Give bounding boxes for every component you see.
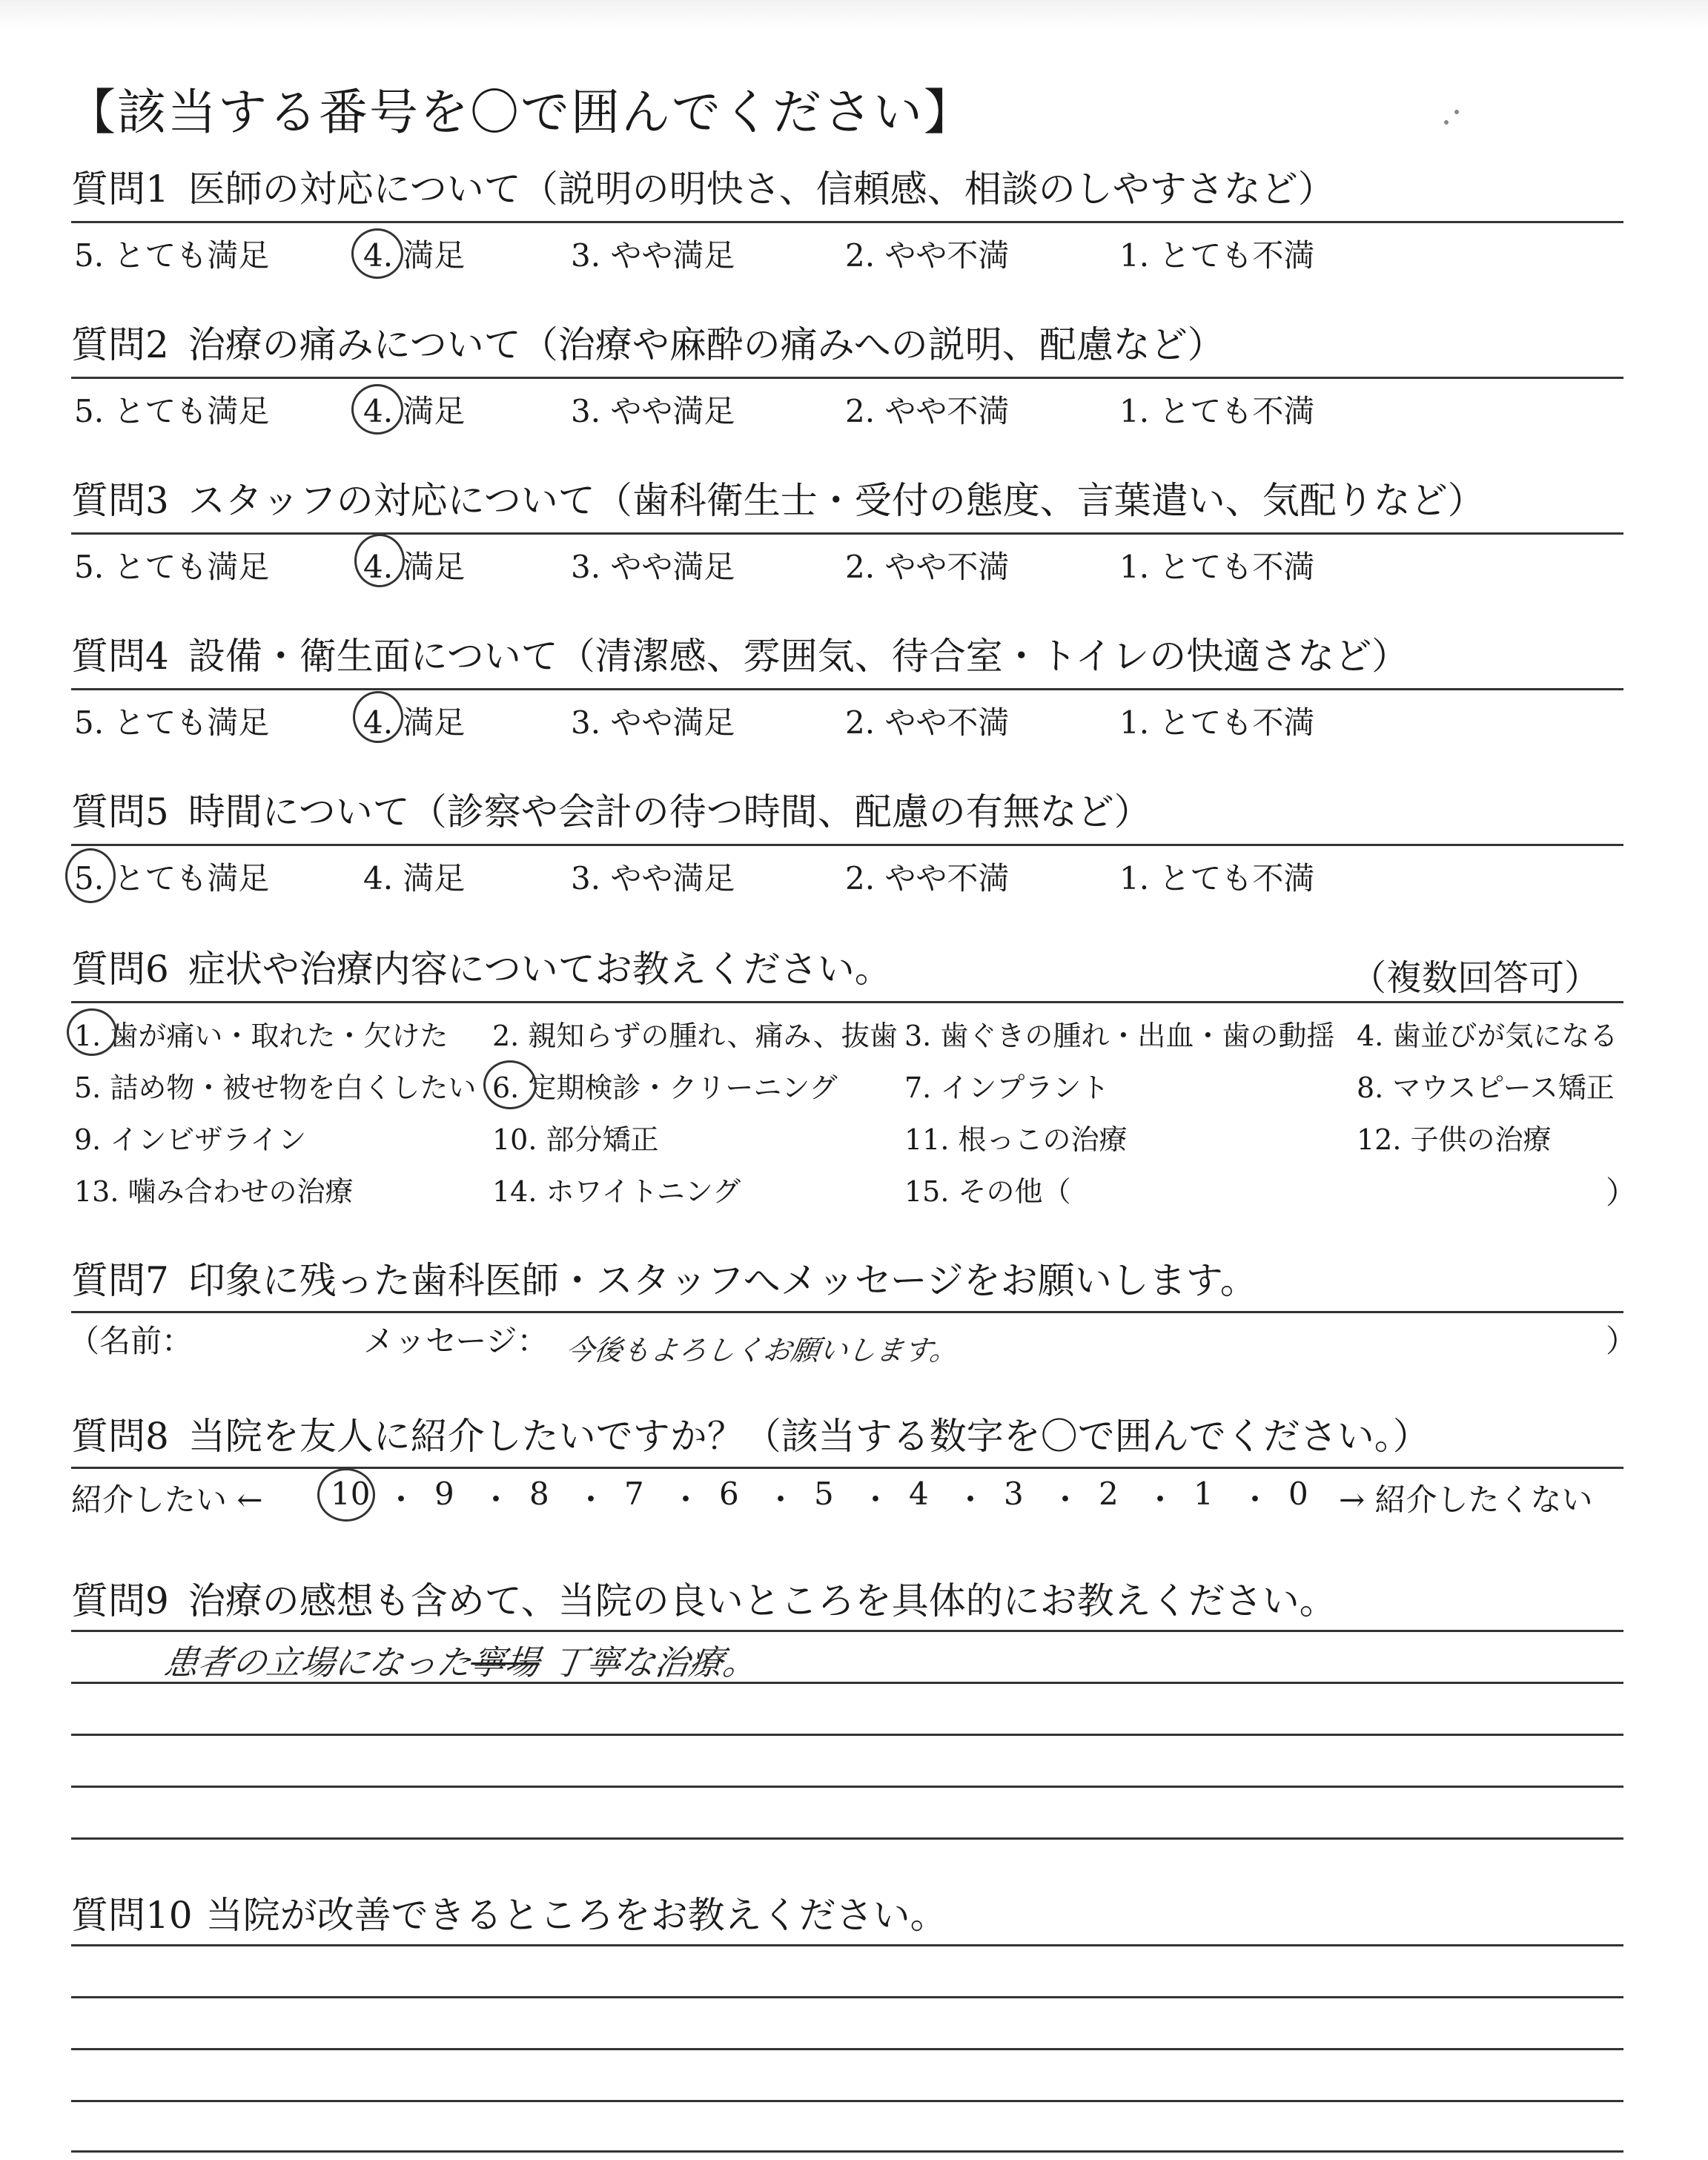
question-9	[71, 1575, 1623, 1627]
option-8[interactable]: 8. マウスピース矯正	[1357, 1071, 1615, 1104]
score-5[interactable]: 5	[814, 1476, 834, 1512]
separator: ・	[480, 1482, 512, 1518]
choice-4[interactable]: 4. 満足	[363, 393, 466, 429]
question-3	[71, 475, 1623, 526]
question-text: スタッフの対応について（歯科衛生士・受付の態度、言葉遣い、気配りなど）	[188, 479, 1485, 522]
selection-circle	[317, 1468, 375, 1522]
score-7[interactable]: 7	[624, 1476, 644, 1512]
score-2[interactable]: 2	[1099, 1476, 1119, 1512]
rule	[71, 1311, 1623, 1313]
message-label: メッセージ：	[363, 1323, 549, 1359]
rule	[71, 221, 1623, 223]
option-7[interactable]: 7. インプラント	[904, 1071, 1110, 1104]
question-number: 質問5	[71, 790, 169, 833]
question-5	[71, 786, 1623, 838]
choice-5[interactable]: 5. とても満足	[74, 549, 270, 585]
rule	[71, 844, 1623, 846]
score-4[interactable]: 4	[909, 1476, 929, 1512]
question-2	[71, 319, 1623, 371]
answer-text: 丁寧な治療。	[549, 1642, 761, 1682]
question-number: 質問1	[71, 168, 169, 211]
question-text: 当院を友人に紹介したいですか？（該当する数字を〇で囲んでください。）	[188, 1415, 1430, 1458]
option-14[interactable]: 14. ホワイトニング	[492, 1175, 741, 1208]
choice-5[interactable]: 5. とても満足	[74, 237, 270, 274]
choice-4[interactable]: 4. 満足	[363, 860, 466, 896]
score-9[interactable]: 9	[434, 1476, 454, 1512]
rule	[71, 532, 1623, 535]
rule	[71, 1944, 1623, 1946]
question-text: 当院が改善できるところをお教えください。	[205, 1894, 947, 1937]
question-number: 質問4	[71, 635, 169, 678]
separator: ・	[1050, 1482, 1082, 1518]
rule	[71, 377, 1623, 379]
answer-line	[71, 2150, 1623, 2153]
option-12[interactable]: 12. 子供の治療	[1357, 1123, 1552, 1156]
choice-4[interactable]: 4. 満足	[363, 704, 466, 741]
choice-5[interactable]: 5. とても満足	[74, 860, 270, 896]
option-2[interactable]: 2. 親知らずの腫れ、痛み、抜歯	[492, 1020, 898, 1052]
choice-3[interactable]: 3. やや満足	[571, 237, 735, 274]
score-6[interactable]: 6	[719, 1476, 739, 1512]
choice-2[interactable]: 2. やや不満	[845, 704, 1010, 741]
option-4[interactable]: 4. 歯並びが気になる	[1357, 1020, 1618, 1052]
choice-3[interactable]: 3. やや満足	[571, 393, 735, 429]
separator: ・	[1145, 1482, 1176, 1518]
question-1	[71, 163, 1623, 215]
question-text: 治療の痛みについて（治療や麻酔の痛みへの説明、配慮など）	[188, 323, 1225, 366]
score-10[interactable]: 10	[331, 1476, 371, 1512]
option-15[interactable]: 15. その他（	[904, 1175, 1071, 1208]
selection-circle	[354, 534, 405, 587]
choice-3[interactable]: 3. やや満足	[571, 860, 735, 896]
selection-circle	[351, 384, 403, 435]
question-text: 医師の対応について（説明の明快さ、信頼感、相談のしやすさなど）	[188, 168, 1335, 211]
separator: ・	[385, 1482, 417, 1518]
answer-line	[71, 1837, 1623, 1840]
question-text: 印象に残った歯科医師・スタッフへメッセージをお願いします。	[188, 1259, 1257, 1302]
struck-text: 寧場	[468, 1642, 543, 1682]
not-recommend-label: → 紹介したくない	[1339, 1482, 1593, 1518]
option-10[interactable]: 10. 部分矯正	[492, 1123, 659, 1156]
choice-1[interactable]: 1. とても不満	[1119, 237, 1315, 274]
question-text: 症状や治療内容についてお教えください。	[188, 948, 892, 991]
choice-4[interactable]: 4. 満足	[363, 237, 466, 274]
answer-line	[71, 2100, 1623, 2102]
answer-text: 患者の立場になった	[161, 1642, 474, 1682]
score-0[interactable]: 0	[1288, 1476, 1308, 1512]
question-number: 質問8	[71, 1415, 169, 1458]
score-1[interactable]: 1	[1194, 1476, 1214, 1512]
separator: ・	[575, 1482, 607, 1518]
separator: ・	[670, 1482, 702, 1518]
question-number: 質問6	[71, 948, 169, 991]
question-10	[71, 1889, 1623, 1941]
separator: ・	[1239, 1482, 1271, 1518]
option-3[interactable]: 3. 歯ぐきの腫れ・出血・歯の動揺	[904, 1020, 1335, 1052]
scan-speck	[1454, 110, 1459, 114]
question-number: 質問10	[71, 1894, 193, 1937]
rule	[71, 688, 1623, 690]
choice-5[interactable]: 5. とても満足	[74, 393, 270, 429]
separator: ・	[860, 1482, 892, 1518]
answer-line	[71, 1786, 1623, 1788]
question-number: 質問3	[71, 479, 169, 522]
separator: ・	[765, 1482, 797, 1518]
question-7	[71, 1255, 1623, 1307]
form-title: 【該当する番号を〇で囲んでください】	[67, 84, 974, 141]
choice-3[interactable]: 3. やや満足	[571, 704, 735, 741]
choice-1[interactable]: 1. とても不満	[1119, 704, 1315, 741]
choice-2[interactable]: 2. やや不満	[845, 860, 1010, 896]
score-3[interactable]: 3	[1004, 1476, 1024, 1512]
option-13[interactable]: 13. 噛み合わせの治療	[74, 1175, 354, 1208]
choice-3[interactable]: 3. やや満足	[571, 549, 735, 585]
question-number: 質問7	[71, 1259, 169, 1302]
score-8[interactable]: 8	[529, 1476, 549, 1512]
option-11[interactable]: 11. 根っこの治療	[904, 1123, 1128, 1156]
option-1[interactable]: 1. 歯が痛い・取れた・欠けた	[74, 1020, 448, 1052]
answer-line	[71, 1734, 1623, 1736]
scan-edge	[0, 0, 1708, 30]
choice-4[interactable]: 4. 満足	[363, 549, 466, 585]
multiple-answer-note: （複数回答可）	[1351, 957, 1601, 999]
question-text: 設備・衛生面について（清潔感、雰囲気、待合室・トイレの快適さなど）	[188, 635, 1409, 678]
choice-2[interactable]: 2. やや不満	[845, 393, 1010, 429]
question-4	[71, 630, 1623, 682]
selection-circle	[67, 1008, 117, 1056]
answer-line	[71, 1996, 1623, 1998]
close-paren: ）	[1606, 1175, 1638, 1211]
recommend-label: 紹介したい ←	[71, 1482, 263, 1518]
rule	[71, 1630, 1623, 1632]
scan-speck	[1444, 120, 1449, 125]
good-points-answer[interactable]	[161, 1636, 761, 1685]
choice-2[interactable]: 2. やや不満	[845, 237, 1010, 274]
selection-circle	[65, 848, 116, 903]
separator: ・	[955, 1482, 987, 1518]
rule	[71, 1467, 1623, 1469]
selection-circle	[351, 228, 403, 279]
selection-circle	[483, 1060, 537, 1109]
choice-1[interactable]: 1. とても不満	[1119, 393, 1315, 429]
option-9[interactable]: 9. インビザライン	[74, 1123, 307, 1156]
rule	[71, 1001, 1623, 1003]
option-6[interactable]: 6. 定期検診・クリーニング	[492, 1071, 838, 1104]
answer-line	[71, 2048, 1623, 2050]
name-label: （名前：	[68, 1323, 193, 1359]
option-5[interactable]: 5. 詰め物・被せ物を白くしたい	[74, 1071, 477, 1104]
question-8	[71, 1410, 1623, 1462]
choice-1[interactable]: 1. とても不満	[1119, 860, 1315, 896]
choice-5[interactable]: 5. とても満足	[74, 704, 270, 741]
selection-circle	[353, 691, 403, 743]
question-number: 質問9	[71, 1579, 169, 1622]
question-number: 質問2	[71, 323, 169, 366]
message-answer[interactable]: 今後もよろしくお願いします。	[563, 1334, 961, 1367]
choice-1[interactable]: 1. とても不満	[1119, 549, 1315, 585]
question-text: 時間について（診察や会計の待つ時間、配慮の有無など）	[188, 790, 1151, 833]
close-paren: ）	[1606, 1323, 1638, 1359]
choice-2[interactable]: 2. やや不満	[845, 549, 1010, 585]
question-text: 治療の感想も含めて、当院の良いところを具体的にお教えください。	[188, 1579, 1337, 1622]
